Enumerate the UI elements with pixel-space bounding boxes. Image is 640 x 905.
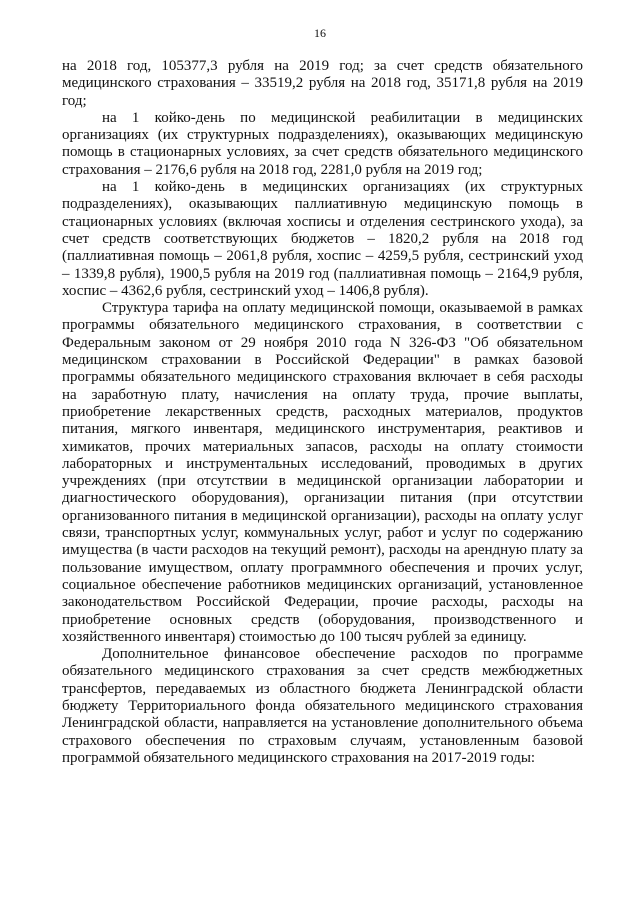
paragraph-additional-funding: Дополнительное финансовое обеспечение расходов по программе обязательного медицинского страхования за счет средств межбюджетных трансфертов, передаваемых из областного бюджета Ленинградской области бюджету Территориального фонда обязательного медицинского страхования Ленинградской области, направляется на установление дополнительного объема страхового обеспечения по страховым случаям, установленным базовой программой обязательного медицинского страхования на 2017-2019 годы: [62,646,583,766]
document-body [62,58,583,767]
page-number: 16 [314,26,326,40]
paragraph-palliative-bed-day: на 1 койко-день в медицинских организациях (их структурных подразделениях), оказывающих паллиативную медицинскую помощь в стационарных условиях (включая хосписы и отделения сестринского ухода), за счет средств соответствующих бюджетов – 1820,2 рубля на 2018 год (паллиативная помощь – 2061,8 рубля, хоспис – 4259,5 рубля, сестринский уход – 1339,8 рубля), 1900,5 рубля на 2019 год (паллиативная помощь – 2164,9 рубля, хоспис – 4362,6 рубля, сестринский уход – 1406,8 рубля). [62,179,583,299]
paragraph-continuation: на 2018 год, 105377,3 рубля на 2019 год; за счет средств обязательного медицинского страхования – 33519,2 рубля на 2018 год, 35171,8 рубля на 2019 год; [62,58,583,109]
paragraph-rehabilitation-bed-day: на 1 койко-день по медицинской реабилитации в медицинских организациях (их структурных подразделениях), оказывающих медицинскую помощь в стационарных условиях, за счет средств обязательного медицинского страхования – 2176,6 рубля на 2018 год, 2281,0 рубля на 2019 год; [62,109,583,178]
paragraph-tariff-structure: Структура тарифа на оплату медицинской помощи, оказываемой в рамках программы обязательного медицинского страхования, в соответствии с Федеральным законом от 29 ноября 2010 года N 326-ФЗ "Об обязательном медицинском страховании в Российской Федерации" в рамках базовой программы обязательного медицинского страхования включает в себя расходы на заработную плату, начисления на оплату труда, прочие выплаты, приобретение лекарственных средств, расходных материалов, продуктов питания, мягкого инвентаря, медицинского инструментария, реактивов и химикатов, прочих материальных запасов, расходы на оплату стоимости лабораторных и инструментальных исследований, проводимых в других учреждениях (при отсутствии в медицинской организации лаборатории и диагностического оборудования), организации питания (при отсутствии организованного питания в медицинской организации), расходы на оплату услуг связи, транспортных услуг, коммунальных услуг, работ и услуг по содержанию имущества (в части расходов на текущий ремонт), расходы на арендную плату за пользование имуществом, оплату программного обеспечения и прочих услуг, социальное обеспечение работников медицинских организаций, установленное законодательством Российской Федерации, прочие расходы, расходы на приобретение основных средств (оборудования, производственного и хозяйственного инвентаря) стоимостью до 100 тысяч рублей за единицу. [62,300,583,645]
